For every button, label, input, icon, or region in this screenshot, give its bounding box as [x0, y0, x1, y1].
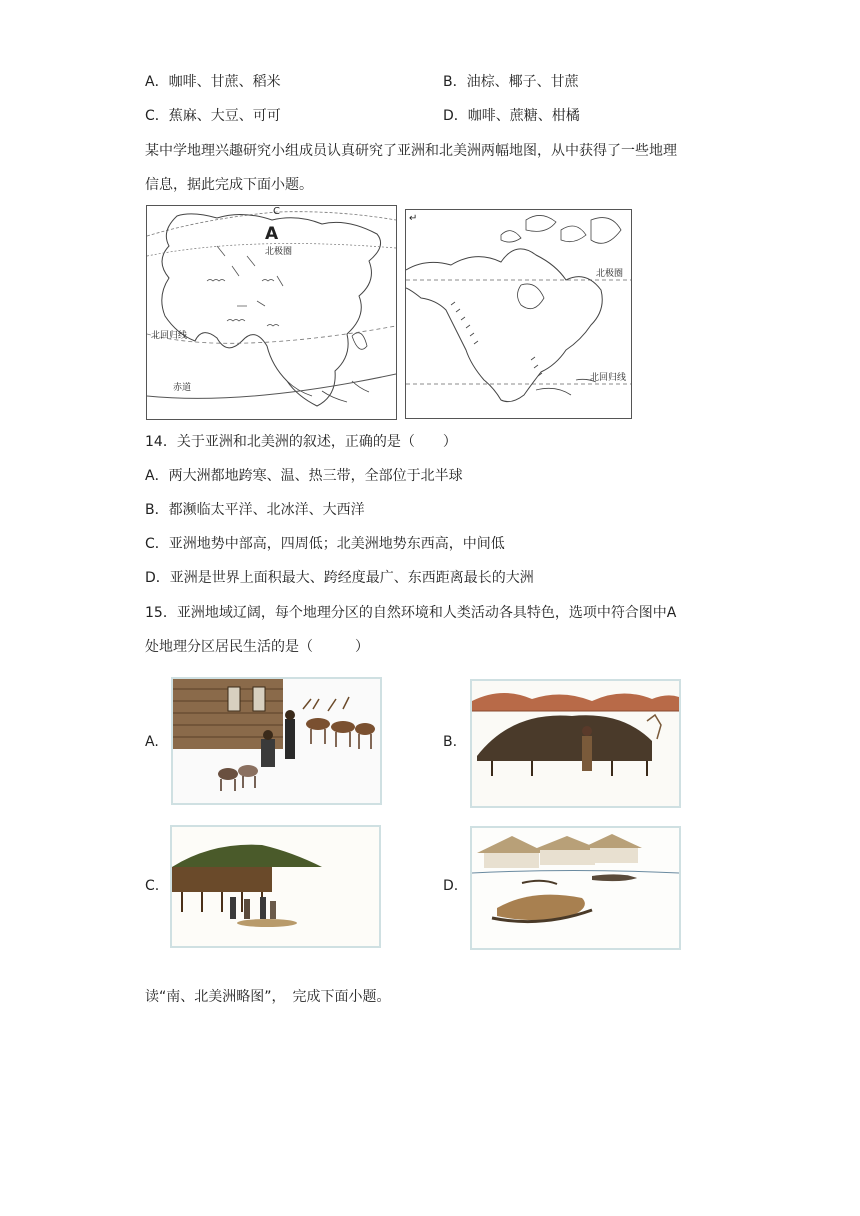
intro-line-2: 信息，据此完成下面小题。: [145, 177, 313, 193]
q15-option-a-label: A.: [145, 734, 159, 750]
q15-option-c-label: C.: [145, 878, 160, 894]
q15-option-d-label: D.: [443, 878, 459, 894]
stilt-house-image: [172, 827, 379, 946]
asia-label-a: A: [265, 224, 279, 244]
reindeer-sled-image: [173, 679, 380, 803]
asia-label-arctic-circle: 北极圈: [265, 247, 293, 257]
na-label-arctic-circle: 北极圈: [596, 269, 624, 279]
asia-label-c: C: [273, 206, 280, 217]
q14-stem: 14．关于亚洲和北美洲的叙述，正确的是（ ）: [145, 434, 457, 450]
q15-stem-line-1: 15．亚洲地域辽阔，每个地理分区的自然环境和人类活动各具特色，选项中符合图中A: [145, 605, 677, 621]
asia-label-tropic-cancer: 北回归线: [151, 331, 188, 341]
q13-option-b: B．油棕、椰子、甘蔗: [443, 74, 579, 90]
q13-option-d: D．咖啡、蔗糖、柑橘: [443, 108, 580, 124]
q14-option-c: C．亚洲地势中部高，四周低；北美洲地势东西高，中间低: [145, 536, 505, 552]
next-intro: 读“南、北美洲略图”， 完成下面小题。: [145, 989, 391, 1005]
q15-option-a-image: [171, 677, 382, 805]
intro-line-1: 某中学地理兴趣研究小组成员认真研究了亚洲和北美洲两幅地图，从中获得了一些地理: [145, 143, 677, 159]
q15-option-d-image: [470, 826, 681, 950]
asia-label-equator: 赤道: [173, 383, 192, 393]
north-america-map-drawing: [406, 210, 631, 418]
q15-stem-line-2: 处地理分区居民生活的是（ ）: [145, 639, 369, 655]
water-village-boats-image: [472, 828, 679, 948]
q14-option-b: B．都濒临太平洋、北冰洋、大西洋: [145, 502, 365, 518]
na-corner-mark: ↵: [409, 213, 418, 224]
q15-option-b-image: [470, 679, 681, 808]
north-america-map: [405, 209, 632, 419]
q14-option-a: A．两大洲都地跨寒、温、热三带，全部位于北半球: [145, 468, 463, 484]
q13-option-a: A．咖啡、甘蔗、稻米: [145, 74, 281, 90]
q13-option-c: C．蕉麻、大豆、可可: [145, 108, 281, 124]
asia-map: [146, 205, 397, 420]
q15-option-b-label: B.: [443, 734, 458, 750]
q14-option-d: D．亚洲是世界上面积最大、跨经度最广、东西距离最长的大洲: [145, 570, 534, 586]
q15-option-c-image: [170, 825, 381, 948]
na-label-tropic-cancer: 北回归线: [590, 373, 627, 383]
desert-tent-image: [472, 681, 679, 806]
